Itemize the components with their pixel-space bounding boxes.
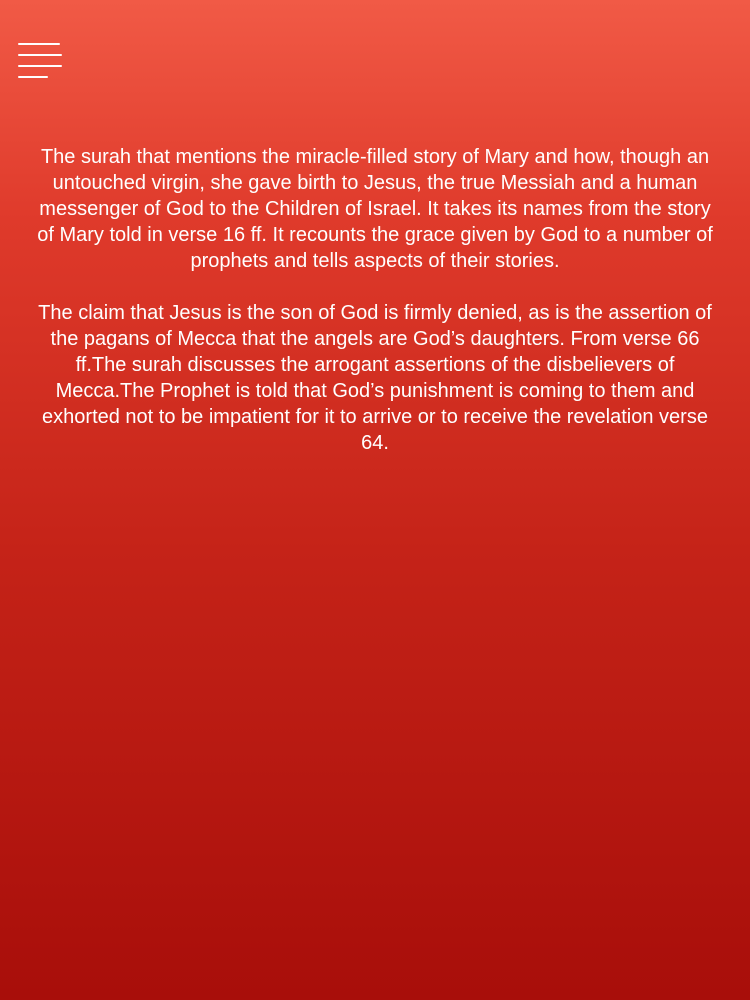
menu-button[interactable] [18, 43, 62, 79]
hamburger-menu-icon [18, 43, 60, 45]
hamburger-menu-icon-line [18, 65, 62, 67]
hamburger-menu-icon-line [18, 54, 62, 56]
hamburger-menu-icon-line [18, 76, 48, 78]
surah-description [32, 144, 718, 482]
description-paragraph: The surah that mentions the miracle-filled story of Mary and how, though an untouched virgin, she gave birth to Jesus, the true Messiah and a human messenger of God to the Children of Israel. It takes its names from the story of Mary told in verse 16 ff. It recounts the grace given by God to a number of prophets and tells aspects of their stories. [37, 146, 713, 272]
description-paragraph: The claim that Jesus is the son of God is firmly denied, as is the assertion of the pagans of Mecca that the angels are God’s daughters. From verse 66 ff.The surah discusses the arrogant assertions of the disbelievers of Mecca.The Prophet is told that God’s punishment is coming to them and exhorted not to be impatient for it to arrive or to receive the revelation verse 64. [38, 302, 712, 454]
